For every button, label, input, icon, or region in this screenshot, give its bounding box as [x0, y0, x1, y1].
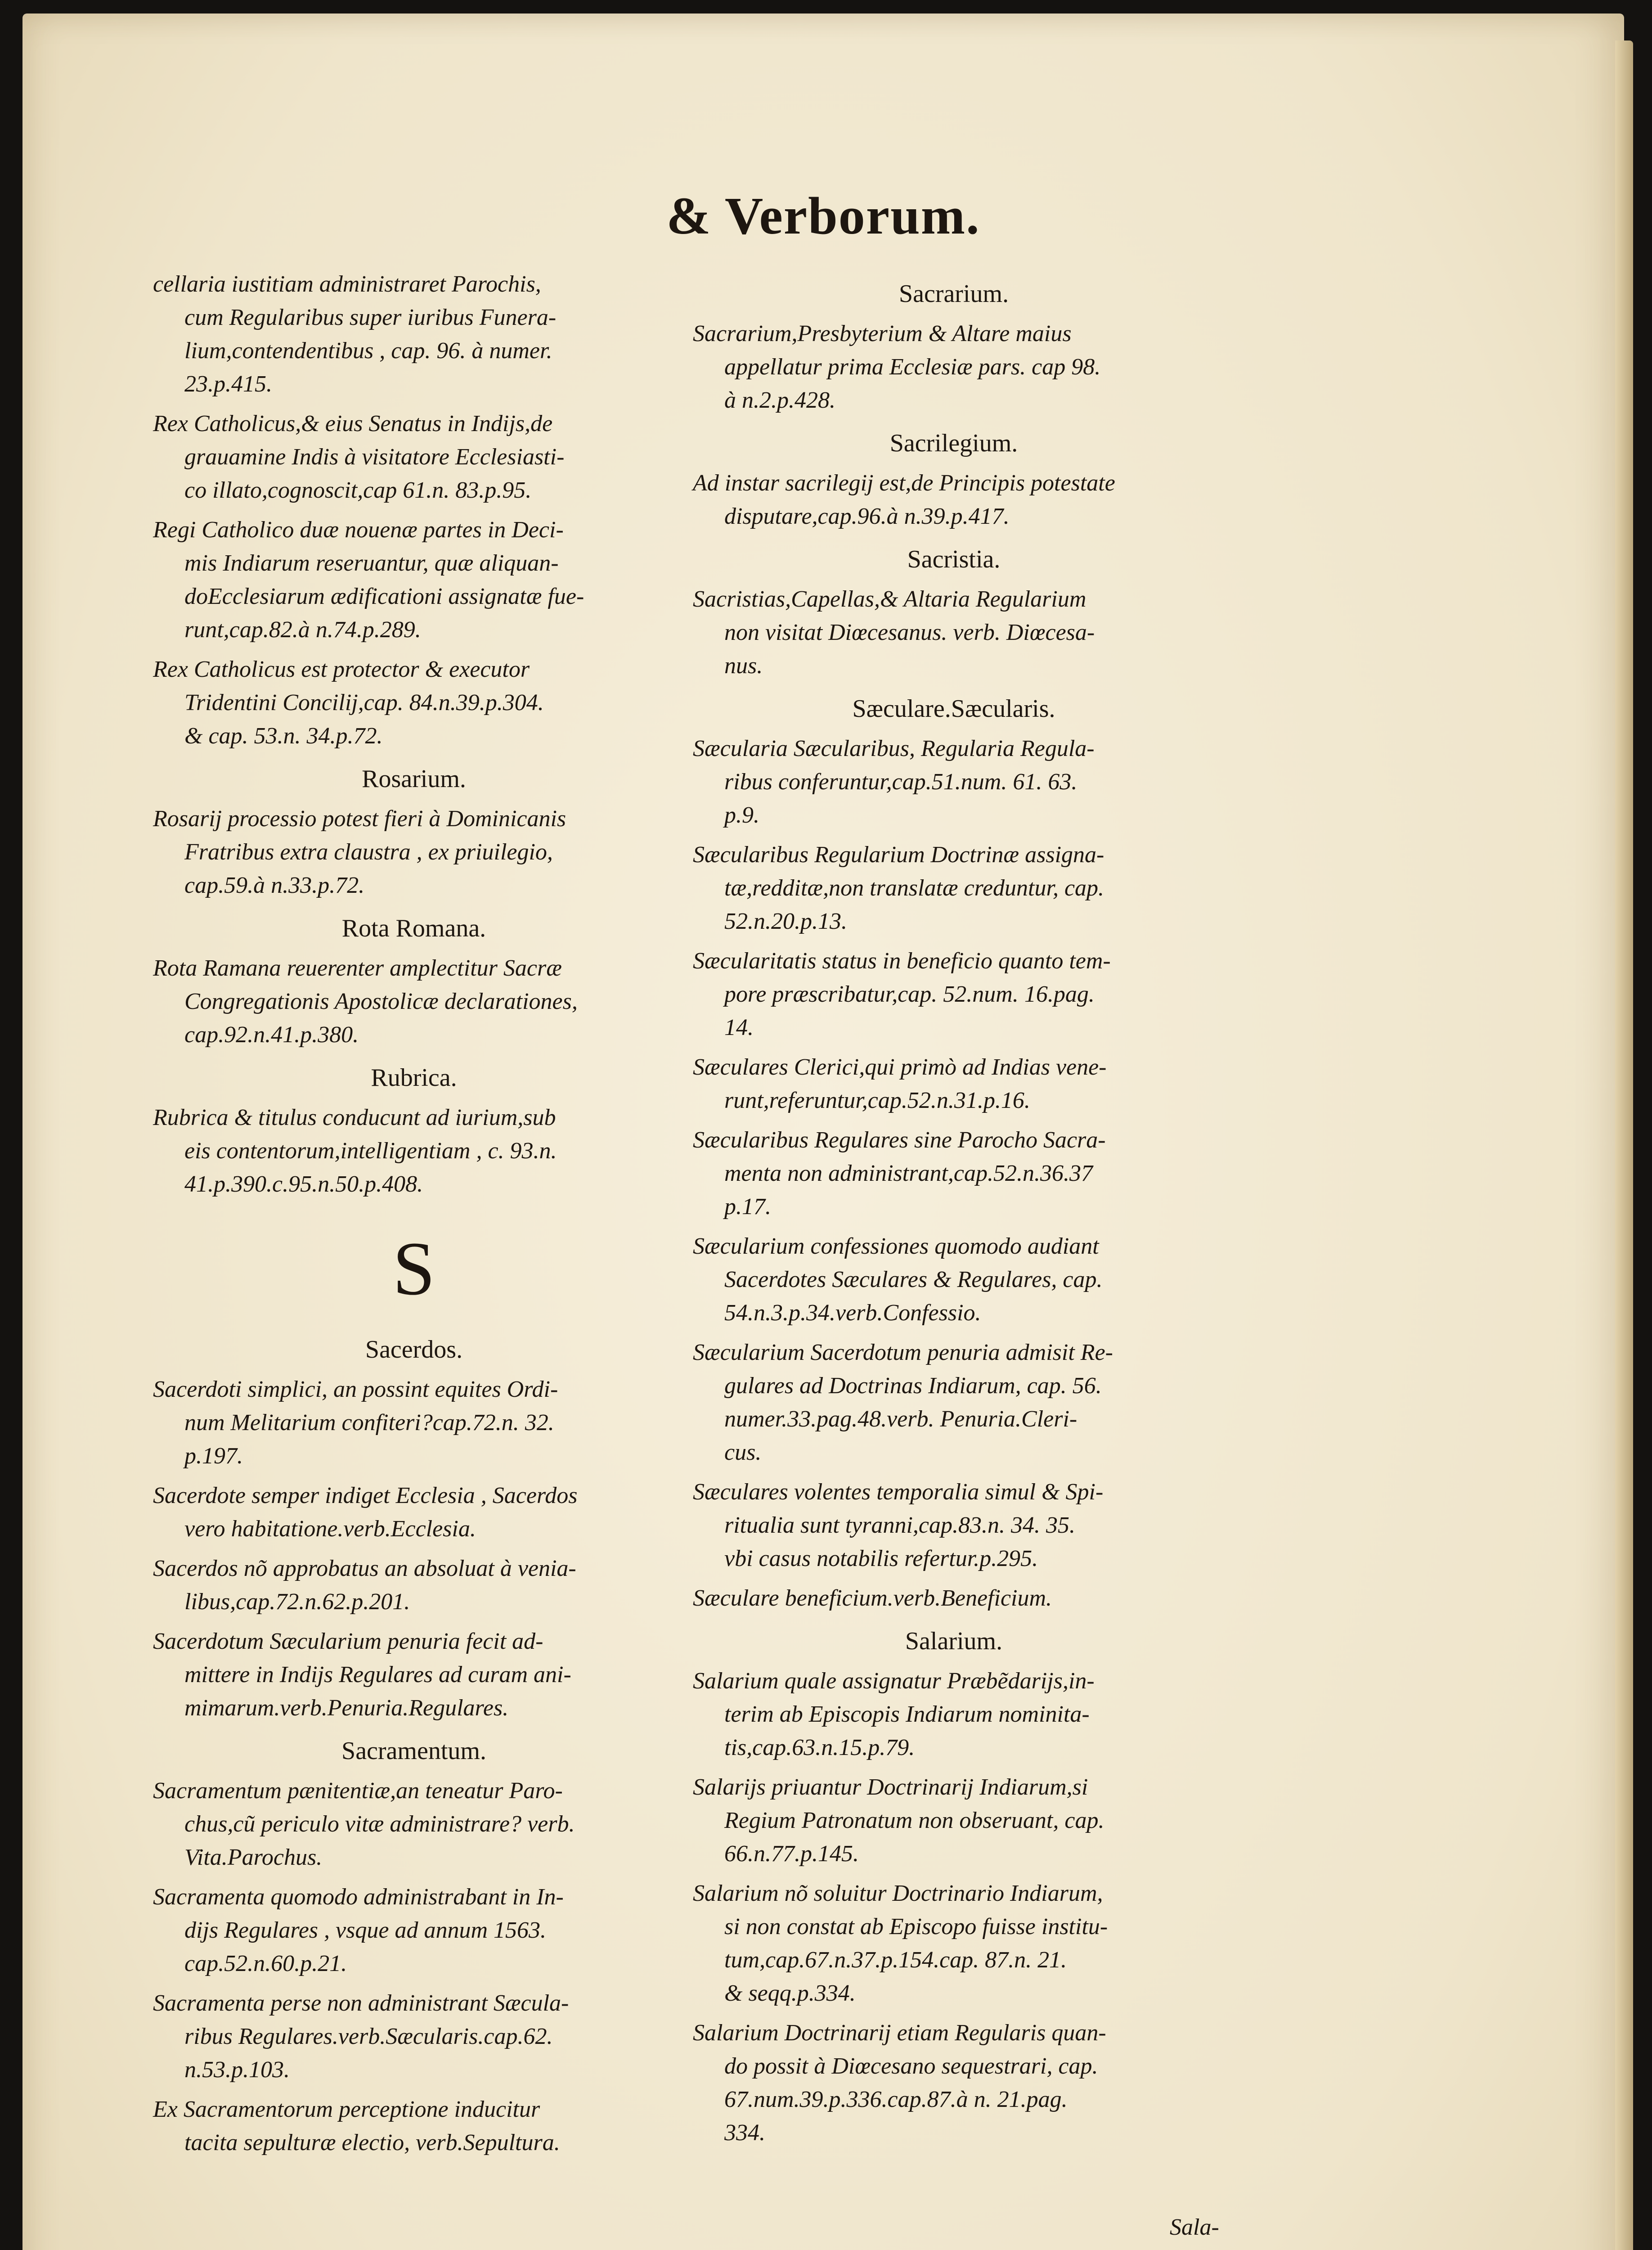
index-heading: Rota Romana.: [341, 914, 486, 942]
index-entry: [153, 802, 675, 902]
entry-line: runt,referuntur,cap.52.n.31.p.16.: [724, 1088, 1030, 1113]
entry-line: lium,contendentibus , cap. 96. à numer.: [184, 338, 552, 364]
index-entry: [153, 952, 675, 1052]
entry-line: Sacerdotum Sæcularium penuria fecit ad-: [153, 1629, 543, 1654]
index-entry: [153, 1479, 675, 1546]
index-entry: [693, 1051, 1215, 1117]
book-page: [22, 14, 1624, 2250]
index-entry: [153, 1101, 675, 1201]
entry-line: Fratribus extra claustra , ex priuilegio,: [184, 839, 553, 865]
entry-line: cap.52.n.60.p.21.: [184, 1951, 347, 1976]
entry-line: mimarum.verb.Penuria.Regulares.: [184, 1695, 509, 1721]
entry-line: numer.33.pag.48.verb. Penuria.Cleri-: [724, 1406, 1077, 1432]
entry-line: tum,cap.67.n.37.p.154.cap. 87.n. 21.: [724, 1947, 1067, 1973]
index-heading: Sacrarium.: [898, 280, 1009, 308]
entry-line: do possit à Diœcesano sequestrari, cap.: [724, 2053, 1098, 2079]
entry-line: n.53.p.103.: [184, 2057, 290, 2083]
entry-line: ribus conferuntur,cap.51.num. 61. 63.: [724, 769, 1077, 795]
index-entry: [693, 317, 1215, 417]
entry-line: 14.: [724, 1015, 754, 1040]
entry-line: doEcclesiarum ædificationi assignatæ fue-: [184, 584, 584, 609]
entry-line: pore præscribatur,cap. 52.num. 16.pag.: [724, 981, 1095, 1007]
entry-line: vero habitatione.verb.Ecclesia.: [184, 1516, 476, 1542]
entry-line: Salarium Doctrinarij etiam Regularis quan-: [693, 2020, 1106, 2046]
entry-line: 41.p.390.c.95.n.50.p.408.: [184, 1171, 423, 1197]
index-entry: [153, 1987, 675, 2087]
index-heading: Sæculare.Sæcularis.: [852, 695, 1055, 723]
entry-line: Salarijs priuantur Doctrinarij Indiarum,si: [693, 1774, 1088, 1800]
index-entry: [153, 1625, 675, 1725]
entry-line: p.17.: [724, 1194, 771, 1220]
entry-line: Sacerdoti simplici, an possint equites Ordi-: [153, 1377, 558, 1402]
index-entry: [693, 2016, 1215, 2150]
index-heading: Rosarium.: [362, 765, 466, 793]
index-heading: Sacramentum.: [341, 1737, 486, 1765]
entry-line: 54.n.3.p.34.verb.Confessio.: [724, 1300, 981, 1326]
index-entry: [693, 1665, 1215, 1764]
entry-line: gulares ad Doctrinas Indiarum, cap. 56.: [724, 1373, 1102, 1399]
entry-line: non visitat Diœcesanus. verb. Diœcesa-: [724, 620, 1095, 645]
index-entry: [693, 1336, 1215, 1469]
entry-line: Ad instar sacrilegij est,de Principis potestate: [693, 470, 1115, 496]
entry-line: Ex Sacramentorum perceptione inducitur: [153, 2097, 540, 2122]
entry-line: si non constat ab Episcopo fuisse institu-: [724, 1914, 1108, 1940]
index-entry: [693, 1877, 1215, 2010]
index-entry: [693, 583, 1215, 683]
entry-line: Sacramenta perse non administrant Sæcula-: [153, 1990, 569, 2016]
entry-line: Sæcularitatis status in beneficio quanto tem-: [693, 948, 1111, 974]
entry-line: Vita.Parochus.: [184, 1845, 323, 1870]
entry-line: & cap. 53.n. 34.p.72.: [184, 723, 383, 749]
entry-line: 23.p.415.: [184, 371, 272, 397]
entry-line: 334.: [724, 2120, 765, 2146]
entry-line: 66.n.77.p.145.: [724, 1841, 859, 1867]
entry-line: 67.num.39.p.336.cap.87.à n. 21.pag.: [724, 2087, 1068, 2112]
entry-line: Rex Catholicus,& eius Senatus in Indijs,de: [153, 411, 553, 436]
page-edge: [1615, 40, 1633, 2250]
entry-line: Sacrarium,Presbyterium & Altare maius: [693, 321, 1072, 346]
entry-line: Sæculares Clerici,qui primò ad Indias vene-: [693, 1054, 1107, 1080]
entry-line: à n.2.p.428.: [724, 387, 835, 413]
entry-line: tacita sepulturæ electio, verb.Sepultura.: [184, 2130, 560, 2156]
entry-line: eis contentorum,intelligentiam , c. 93.n.: [184, 1138, 557, 1164]
index-entry: [153, 2093, 675, 2160]
index-heading: Rubrica.: [371, 1064, 457, 1092]
index-heading: Sacristia.: [907, 545, 1001, 573]
index-entry: [693, 1124, 1215, 1224]
index-entry: [153, 1774, 675, 1874]
entry-line: cellaria iustitiam administraret Parochis,: [153, 271, 541, 297]
index-entry: [153, 268, 675, 401]
entry-line: num Melitarium confiteri?cap.72.n. 32.: [184, 1410, 554, 1436]
entry-line: Rubrica & titulus conducunt ad iurium,sub: [153, 1105, 556, 1130]
entry-line: grauamine Indis à visitatore Ecclesiasti-: [184, 444, 565, 470]
index-entry: [693, 467, 1215, 533]
entry-line: Tridentini Concilij,cap. 84.n.39.p.304.: [184, 690, 544, 716]
entry-line: co illato,cognoscit,cap 61.n. 83.p.95.: [184, 477, 532, 503]
index-entry: [153, 1373, 675, 1473]
entry-line: Sæcularibus Regulares sine Parocho Sacra-: [693, 1127, 1106, 1153]
entry-line: Sæcularium confessiones quomodo audiant: [693, 1233, 1099, 1259]
index-heading: Sacerdos.: [365, 1336, 463, 1364]
index-entry: [693, 732, 1215, 832]
entry-line: cap.59.à n.33.p.72.: [184, 873, 365, 898]
left-column: [153, 268, 675, 2166]
entry-line: cum Regularibus super iuribus Funera-: [184, 305, 557, 330]
entry-line: Sæcularia Sæcularibus, Regularia Regula-: [693, 736, 1095, 761]
entry-line: Sæculares volentes temporalia simul & Spi-: [693, 1479, 1104, 1505]
page-heading: & Verborum.: [666, 186, 980, 245]
entry-line: & seqq.p.334.: [724, 1980, 856, 2006]
entry-line: Rota Ramana reuerenter amplectitur Sacræ: [153, 955, 562, 981]
entry-line: Sacerdotes Sæculares & Regulares, cap.: [724, 1267, 1103, 1292]
entry-line: appellatur prima Ecclesiæ pars. cap 98.: [724, 354, 1101, 380]
index-entry: [153, 1881, 675, 1980]
entry-line: cap.92.n.41.p.380.: [184, 1022, 359, 1048]
entry-line: Rex Catholicus est protector & executor: [153, 657, 530, 682]
entry-line: Sacramenta quomodo administrabant in In-: [153, 1884, 564, 1910]
entry-line: ritualia sunt tyranni,cap.83.n. 34. 35.: [724, 1512, 1075, 1538]
catchword: Sala-: [1170, 2214, 1219, 2240]
entry-line: 52.n.20.p.13.: [724, 909, 847, 934]
entry-line: vbi casus notabilis refertur.p.295.: [724, 1546, 1038, 1571]
entry-line: Sæcularibus Regularium Doctrinæ assigna-: [693, 842, 1104, 868]
entry-line: chus,cũ periculo vitæ administrare? verb.: [184, 1811, 575, 1837]
entry-line: p.9.: [724, 802, 759, 828]
entry-line: Sæcularium Sacerdotum penuria admisit Re-: [693, 1340, 1113, 1365]
entry-line: terim ab Episcopis Indiarum nominita-: [724, 1701, 1090, 1727]
entry-line: Sæculare beneficium.verb.Beneficium.: [693, 1585, 1052, 1611]
entry-line: disputare,cap.96.à n.39.p.417.: [724, 504, 1010, 529]
index-entry: [153, 1552, 675, 1619]
entry-line: libus,cap.72.n.62.p.201.: [184, 1589, 410, 1615]
entry-line: cus.: [724, 1440, 762, 1465]
index-entry: [693, 1771, 1215, 1871]
right-column: [693, 268, 1215, 2156]
index-entry: [693, 1476, 1215, 1575]
entry-line: mittere in Indijs Regulares ad curam ani-: [184, 1662, 571, 1688]
entry-line: p.197.: [184, 1443, 243, 1469]
entry-line: Sacramentum pænitentiæ,an teneatur Paro-: [153, 1778, 563, 1804]
entry-line: dijs Regulares , vsque ad annum 1563.: [184, 1917, 546, 1943]
entry-line: mis Indiarum reseruantur, quæ aliquan-: [184, 550, 559, 576]
entry-line: Salarium quale assignatur Præbẽdarijs,in-: [693, 1668, 1095, 1694]
entry-line: tæ,redditæ,non translatæ creduntur, cap.: [724, 875, 1104, 901]
entry-line: Sacerdos nõ approbatus an absoluat à venia-: [153, 1556, 576, 1581]
entry-line: Salarium nõ soluitur Doctrinario Indiarum,: [693, 1881, 1103, 1906]
entry-line: runt,cap.82.à n.74.p.289.: [184, 617, 421, 643]
entry-line: menta non administrant,cap.52.n.36.37: [724, 1161, 1093, 1186]
index-entry: [153, 653, 675, 753]
entry-line: nus.: [724, 653, 763, 679]
entry-line: Regi Catholico duæ nouenæ partes in Deci-: [153, 517, 564, 543]
entry-line: Congregationis Apostolicæ declarationes,: [184, 989, 578, 1014]
index-entry: [693, 838, 1215, 938]
entry-line: Sacerdote semper indiget Ecclesia , Sacerdos: [153, 1483, 578, 1508]
index-entry: [153, 513, 675, 647]
index-heading: Salarium.: [905, 1627, 1003, 1655]
index-entry: [693, 945, 1215, 1044]
index-entry: [693, 1230, 1215, 1330]
entry-line: ribus Regulares.verb.Sæcularis.cap.62.: [184, 2024, 553, 2049]
entry-line: Regium Patronatum non obseruant, cap.: [724, 1808, 1104, 1833]
index-heading: Sacrilegium.: [889, 429, 1018, 457]
index-entry: [153, 407, 675, 507]
index-entry: [693, 1582, 1215, 1615]
entry-line: Sacristias,Capellas,& Altaria Regularium: [693, 586, 1086, 612]
entry-line: tis,cap.63.n.15.p.79.: [724, 1735, 915, 1760]
section-letter: S: [392, 1226, 435, 1311]
entry-line: Rosarij processio potest fieri à Dominicanis: [153, 806, 566, 832]
